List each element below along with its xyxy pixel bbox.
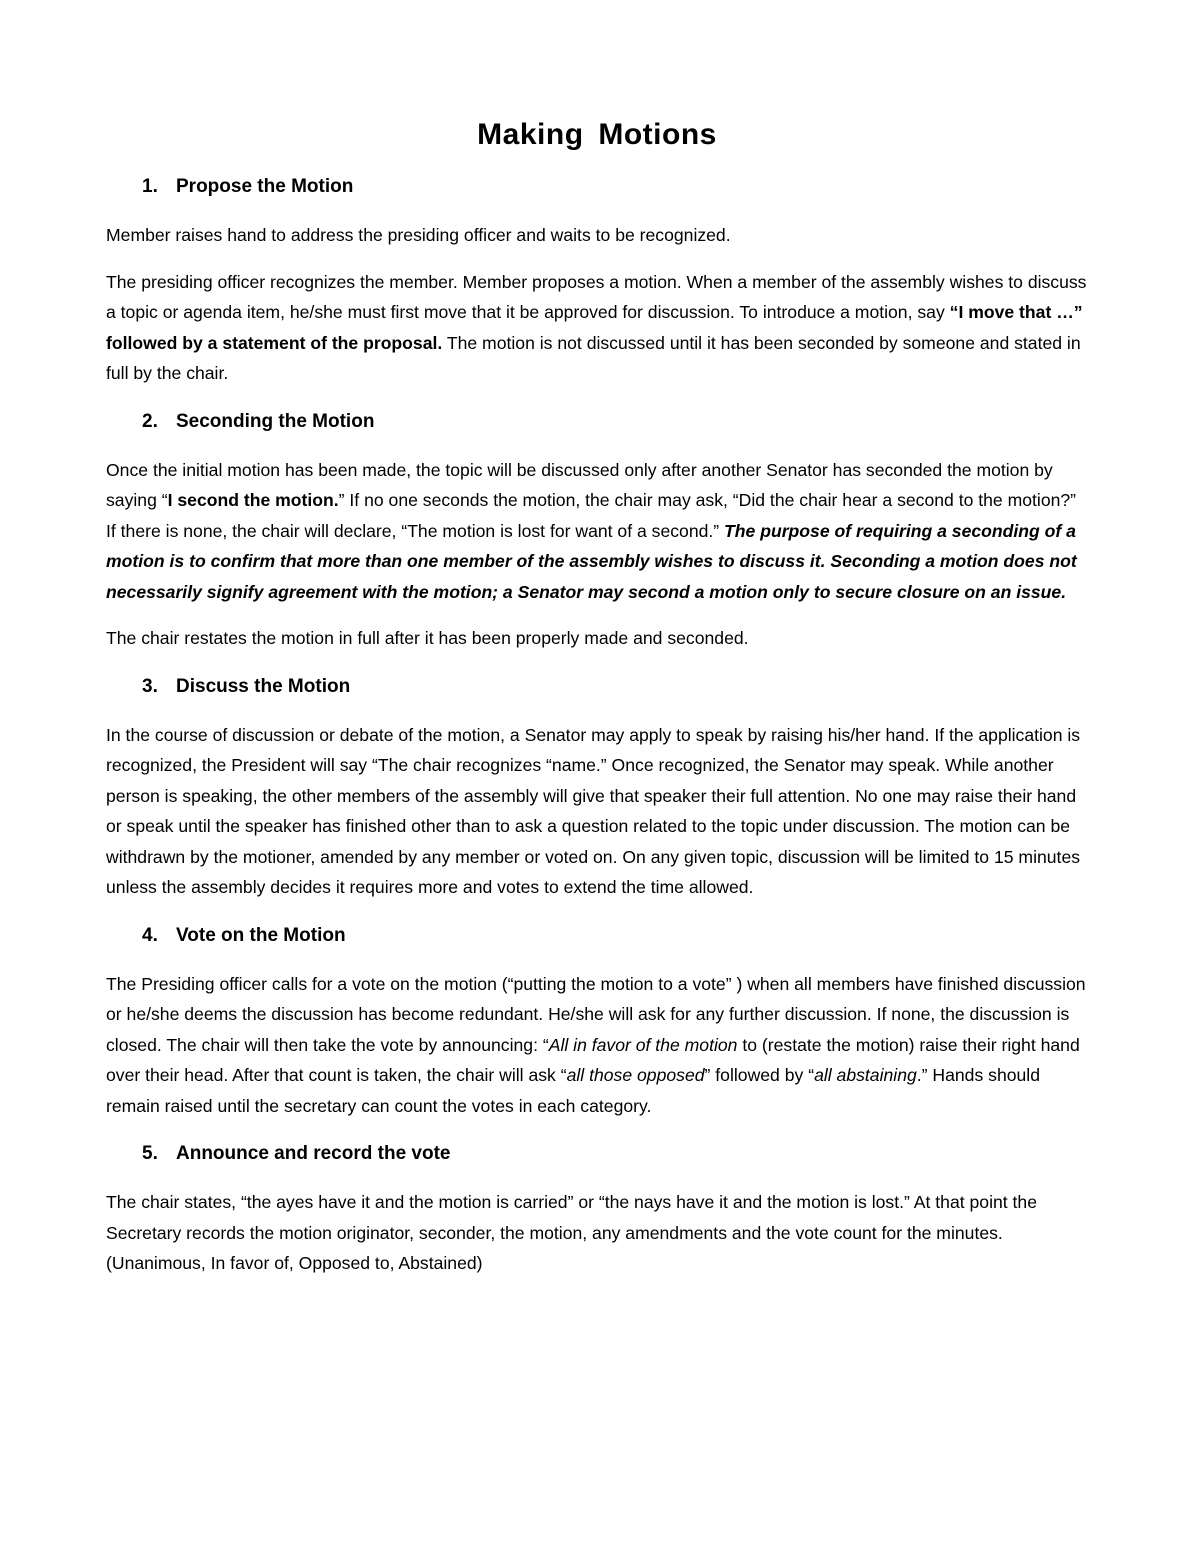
section-heading-announce xyxy=(106,1143,1088,1165)
paragraph: In the course of discussion or debate of the motion, a Senator may apply to speak by raising his/her hand. If the application is recognized, the President will say “The chair recognizes “name.” Once recognized, the Senator may speak. While another person is speaking, the other members of the assembly will give that speaker their full attention. No one may raise their hand or speak until the speaker has finished other than to ask a question related to the topic under discussion. The motion can be withdrawn by the motioner, amended by any member or voted on. On any given topic, discussion will be limited to 15 minutes unless the assembly decides it requires more and votes to extend the time allowed. xyxy=(106,724,1081,897)
paragraph: The chair restates the motion in full after it has been properly made and seconded. xyxy=(106,628,749,648)
text-run-bold-italic: The purpose of requiring a seconding of a motion is to confirm that more than one member of the assembly wishes to discuss it. Seconding a motion does not necessarily signify agreement with the motion; a Senator may second a motion only to secure closure on an issue. xyxy=(106,520,1077,602)
section-title: Discuss the Motion xyxy=(176,675,351,697)
section-number: 4. xyxy=(142,924,158,946)
paragraph xyxy=(106,969,1088,1122)
document-title: Making Motions xyxy=(477,118,717,151)
text-run-italic: all those opposed xyxy=(566,1065,705,1085)
text-run: The motion is not discussed until it has been seconded by someone and stated in full by the chair. xyxy=(106,332,1081,383)
section-title: Seconding the Motion xyxy=(176,410,375,432)
text-run: The Presiding officer calls for a vote on the motion (“putting the motion to a vote” ) when all members have finished discussion or he/she deems the discussion has become redundant. He/she will ask for any further discussion. If none, the discussion is closed. The chair will then take the vote by announcing: “ xyxy=(106,973,1086,1055)
section-title: Vote on the Motion xyxy=(176,924,346,946)
text-run-bold: I second the motion. xyxy=(167,490,339,510)
section-number: 2. xyxy=(142,410,158,432)
text-run: Once the initial motion has been made, the topic will be discussed only after another Senator has seconded the motion by saying “ xyxy=(106,459,1053,510)
section-heading-propose xyxy=(106,176,1088,198)
section-number: 5. xyxy=(142,1143,158,1164)
paragraph xyxy=(106,267,1088,389)
text-run: ” followed by “ xyxy=(704,1065,815,1085)
section-title: Propose the Motion xyxy=(176,176,354,197)
text-run: The presiding officer recognizes the member. Member proposes a motion. When a member of the assembly wishes to discuss a topic or agenda item, he/she must first move that it be approved for discussion. To introduce a motion, say xyxy=(106,271,1087,322)
text-run-bold: “I move that …” followed by a statement of the proposal. xyxy=(106,302,1083,353)
section-heading-seconding xyxy=(106,411,1088,433)
text-run: .” Hands should remain raised until the secretary can count the votes in each category. xyxy=(106,1065,1040,1116)
text-run: to (restate the motion) raise their right hand over their head. After that count is taken, the chair will ask “ xyxy=(106,1034,1080,1085)
text-run-italic: All in favor of the motion xyxy=(548,1034,738,1055)
paragraph: Member raises hand to address the presiding officer and waits to be recognized. xyxy=(106,225,731,245)
section-number: 1. xyxy=(142,176,158,197)
paragraph: The chair states, “the ayes have it and the motion is carried” or “the nays have it and the motion is lost.” At that point the Secretary records the motion originator, seconder, the motion, any amendments and the vote count for the minutes. (Unanimous, In favor of, Opposed to, Abstained) xyxy=(106,1192,1037,1273)
section-heading-vote xyxy=(106,925,1088,947)
section-title: Announce and record the vote xyxy=(176,1143,451,1164)
text-run: ” If no one seconds the motion, the chair may ask, “Did the chair hear a second to the motion?” If there is none, the chair will declare, “The motion is lost for want of a second.” xyxy=(106,490,1077,541)
section-number: 3. xyxy=(142,675,158,697)
section-heading-discuss xyxy=(106,676,1088,698)
paragraph xyxy=(106,455,1088,608)
text-run-italic: all abstaining xyxy=(814,1065,917,1085)
